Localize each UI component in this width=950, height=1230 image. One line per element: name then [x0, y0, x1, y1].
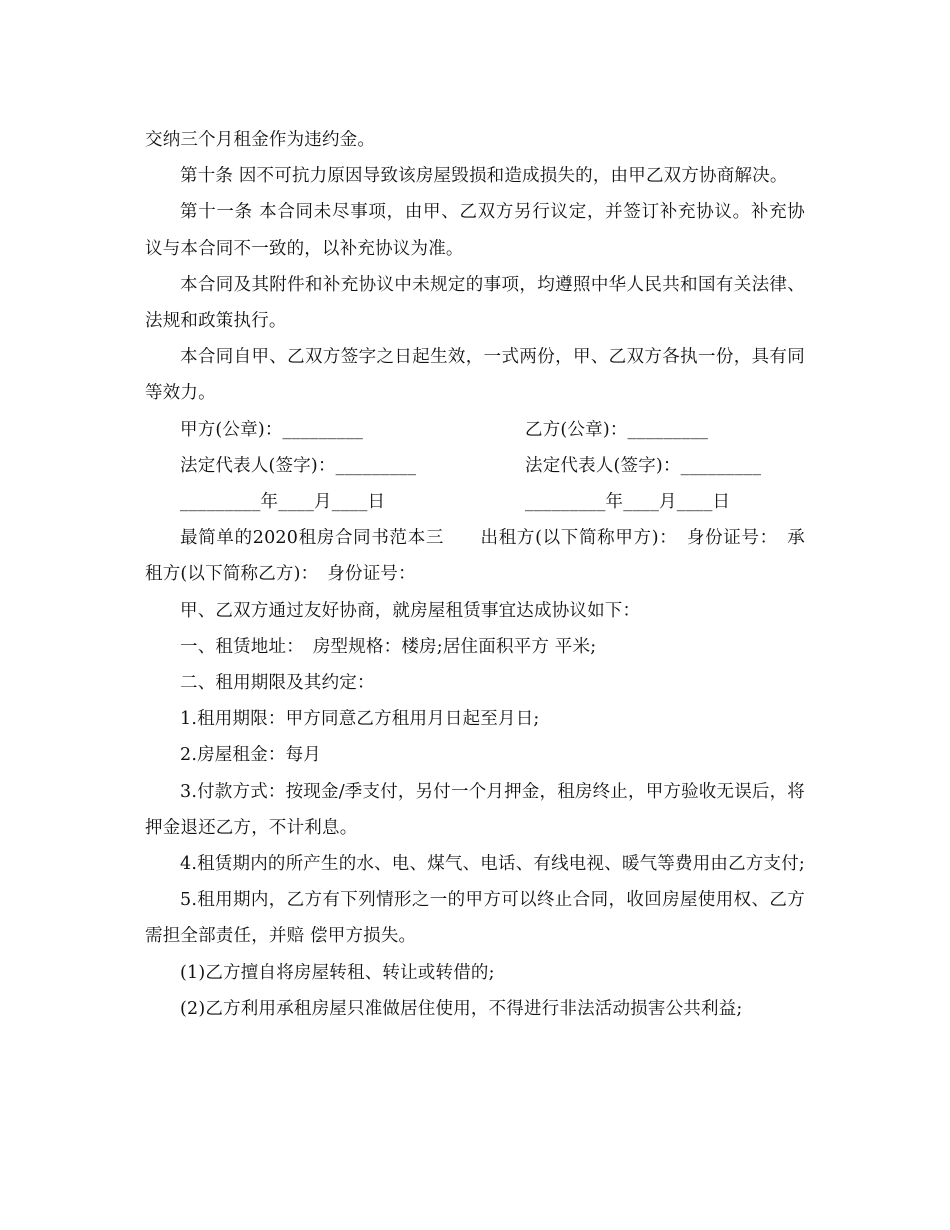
party-a-date: _________年____月____日 — [180, 492, 386, 512]
paragraph-subitem-2: (2)乙方利用承租房屋只准做居住使用，不得进行非法活动损害公共利益; — [180, 998, 743, 1019]
paragraph-article-10: 第十条 因不可抗力原因导致该房屋毁损和造成损失的，由甲乙双方协商解决。 — [180, 166, 788, 187]
paragraph-subitem-1: (1)乙方擅自将房屋转租、转让或转借的; — [180, 962, 495, 983]
document-body — [145, 122, 805, 1027]
paragraph-agreement-intro: 甲、乙双方通过友好协商，就房屋租赁事宜达成协议如下： — [180, 600, 641, 621]
paragraph-term-heading: 二、租用期限及其约定： — [180, 673, 375, 693]
paragraph-contract-three-header: 最简单的2020租房合同书范本三 出租方(以下简称甲方)： 身份证号： 承租方(以下简称乙方)： 身份证号： — [145, 528, 805, 585]
paragraph-article-11: 第十一条 本合同未尽事项，由甲、乙双方另行议定，并签订补充协议。补充协议与本合同不一致的，以补充协议为准。 — [145, 202, 805, 259]
signature-row-date — [145, 484, 805, 520]
party-a-representative: 法定代表人(签字)：_________ — [180, 455, 417, 476]
paragraph-penalty-continued: 交纳三个月租金作为违约金。 — [145, 130, 376, 150]
party-b-date: _________年____月____日 — [525, 492, 731, 512]
signature-row-seal — [145, 412, 805, 448]
paragraph-item-5: 5.租用期内，乙方有下列情形之一的甲方可以终止合同，收回房屋使用权、乙方需担全部责任，并赔 偿甲方损失。 — [145, 890, 805, 947]
paragraph-unregulated-matters: 本合同及其附件和补充协议中未规定的事项，均遵照中华人民共和国有关法律、法规和政策执行。 — [145, 274, 805, 332]
paragraph-item-1: 1.租用期限：甲方同意乙方租用月日起至月日; — [180, 709, 540, 730]
party-b-representative: 法定代表人(签字)：_________ — [525, 455, 762, 476]
paragraph-item-4: 4.租赁期内的所产生的水、电、煤气、电话、有线电视、暖气等费用由乙方支付; — [180, 854, 805, 875]
signature-row-representative — [145, 448, 805, 484]
paragraph-item-3: 3.付款方式：按现金/季支付，另付一个月押金，租房终止，甲方验收无误后，将押金退还乙方，不计利息。 — [145, 781, 805, 838]
party-a-seal: 甲方(公章)：_________ — [180, 419, 364, 440]
party-b-seal: 乙方(公章)：_________ — [525, 419, 709, 440]
paragraph-effectiveness: 本合同自甲、乙双方签字之日起生效，一式两份，甲、乙双方各执一份，具有同等效力。 — [145, 347, 805, 404]
paragraph-item-2: 2.房屋租金：每月 — [180, 745, 321, 766]
paragraph-rental-address: 一、租赁地址： 房型规格：楼房;居住面积平方 平米; — [180, 636, 597, 657]
